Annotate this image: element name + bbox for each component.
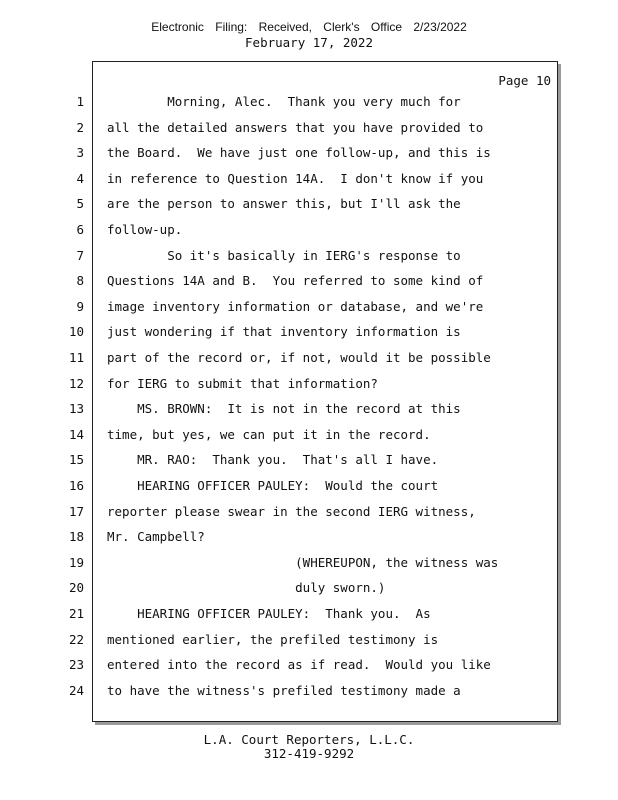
- transcript-line: reporter please swear in the second IERG witness,: [107, 504, 476, 519]
- line-number: 16: [68, 478, 84, 493]
- transcript-line: (WHEREUPON, the witness was: [107, 555, 499, 570]
- transcript-line: HEARING OFFICER PAULEY: Would the court: [107, 478, 439, 493]
- filing-stamp: Electronic Filing: Received, Clerk's Office 2/23/2022: [151, 20, 467, 34]
- transcript-line: time, but yes, we can put it in the record.: [107, 427, 431, 442]
- line-number: 13: [68, 401, 84, 416]
- line-number: 4: [76, 171, 84, 186]
- transcript-line: duly sworn.): [107, 580, 386, 595]
- line-number: 21: [68, 606, 84, 621]
- transcript-line: So it's basically in IERG's response to: [107, 248, 461, 263]
- line-number: 11: [68, 350, 84, 365]
- transcript-line: Morning, Alec. Thank you very much for: [107, 94, 461, 109]
- transcript-line: part of the record or, if not, would it be possible: [107, 350, 491, 365]
- transcript-line: image inventory information or database, and we're: [107, 299, 484, 314]
- line-number: 17: [68, 504, 84, 519]
- transcript-line: Mr. Campbell?: [107, 529, 205, 544]
- transcript-line: for IERG to submit that information?: [107, 376, 378, 391]
- footer-phone: 312-419-9292: [263, 746, 355, 761]
- line-number: 22: [68, 632, 84, 647]
- transcript-line: all the detailed answers that you have provided to: [107, 120, 484, 135]
- line-number: 2: [76, 120, 84, 135]
- line-number: 15: [68, 452, 84, 467]
- transcript-line: MS. BROWN: It is not in the record at this: [107, 401, 461, 416]
- page-number: Page 10: [498, 73, 551, 88]
- transcript-line: MR. RAO: Thank you. That's all I have.: [107, 452, 439, 467]
- line-number: 9: [76, 299, 84, 314]
- line-number: 23: [68, 657, 84, 672]
- line-number: 19: [68, 555, 84, 570]
- transcript-line: entered into the record as if read. Would you like: [107, 657, 491, 672]
- footer: [0, 733, 618, 761]
- transcript-line: the Board. We have just one follow-up, and this is: [107, 145, 491, 160]
- transcript-line: in reference to Question 14A. I don't know if you: [107, 171, 484, 186]
- transcript-line: to have the witness's prefiled testimony made a: [107, 683, 461, 698]
- line-number: 3: [76, 145, 84, 160]
- footer-company: L.A. Court Reporters, L.L.C.: [203, 732, 415, 747]
- line-number: 10: [68, 324, 84, 339]
- line-number: 5: [76, 196, 84, 211]
- transcript-date: February 17, 2022: [245, 35, 373, 50]
- line-number: 18: [68, 529, 84, 544]
- transcript-line: mentioned earlier, the prefiled testimony is: [107, 632, 439, 647]
- line-number: 14: [68, 427, 84, 442]
- transcript-line: Questions 14A and B. You referred to some kind of: [107, 273, 484, 288]
- line-number: 1: [76, 94, 84, 109]
- line-number: 6: [76, 222, 84, 237]
- line-number: 8: [76, 273, 84, 288]
- transcript-line: HEARING OFFICER PAULEY: Thank you. As: [107, 606, 431, 621]
- line-number: 12: [68, 376, 84, 391]
- line-number: 7: [76, 248, 84, 263]
- line-number: 24: [68, 683, 84, 698]
- transcript-line: are the person to answer this, but I'll ask the: [107, 196, 461, 211]
- line-number: 20: [68, 580, 84, 595]
- transcript-line: follow-up.: [107, 222, 183, 237]
- transcript-line: just wondering if that inventory information is: [107, 324, 461, 339]
